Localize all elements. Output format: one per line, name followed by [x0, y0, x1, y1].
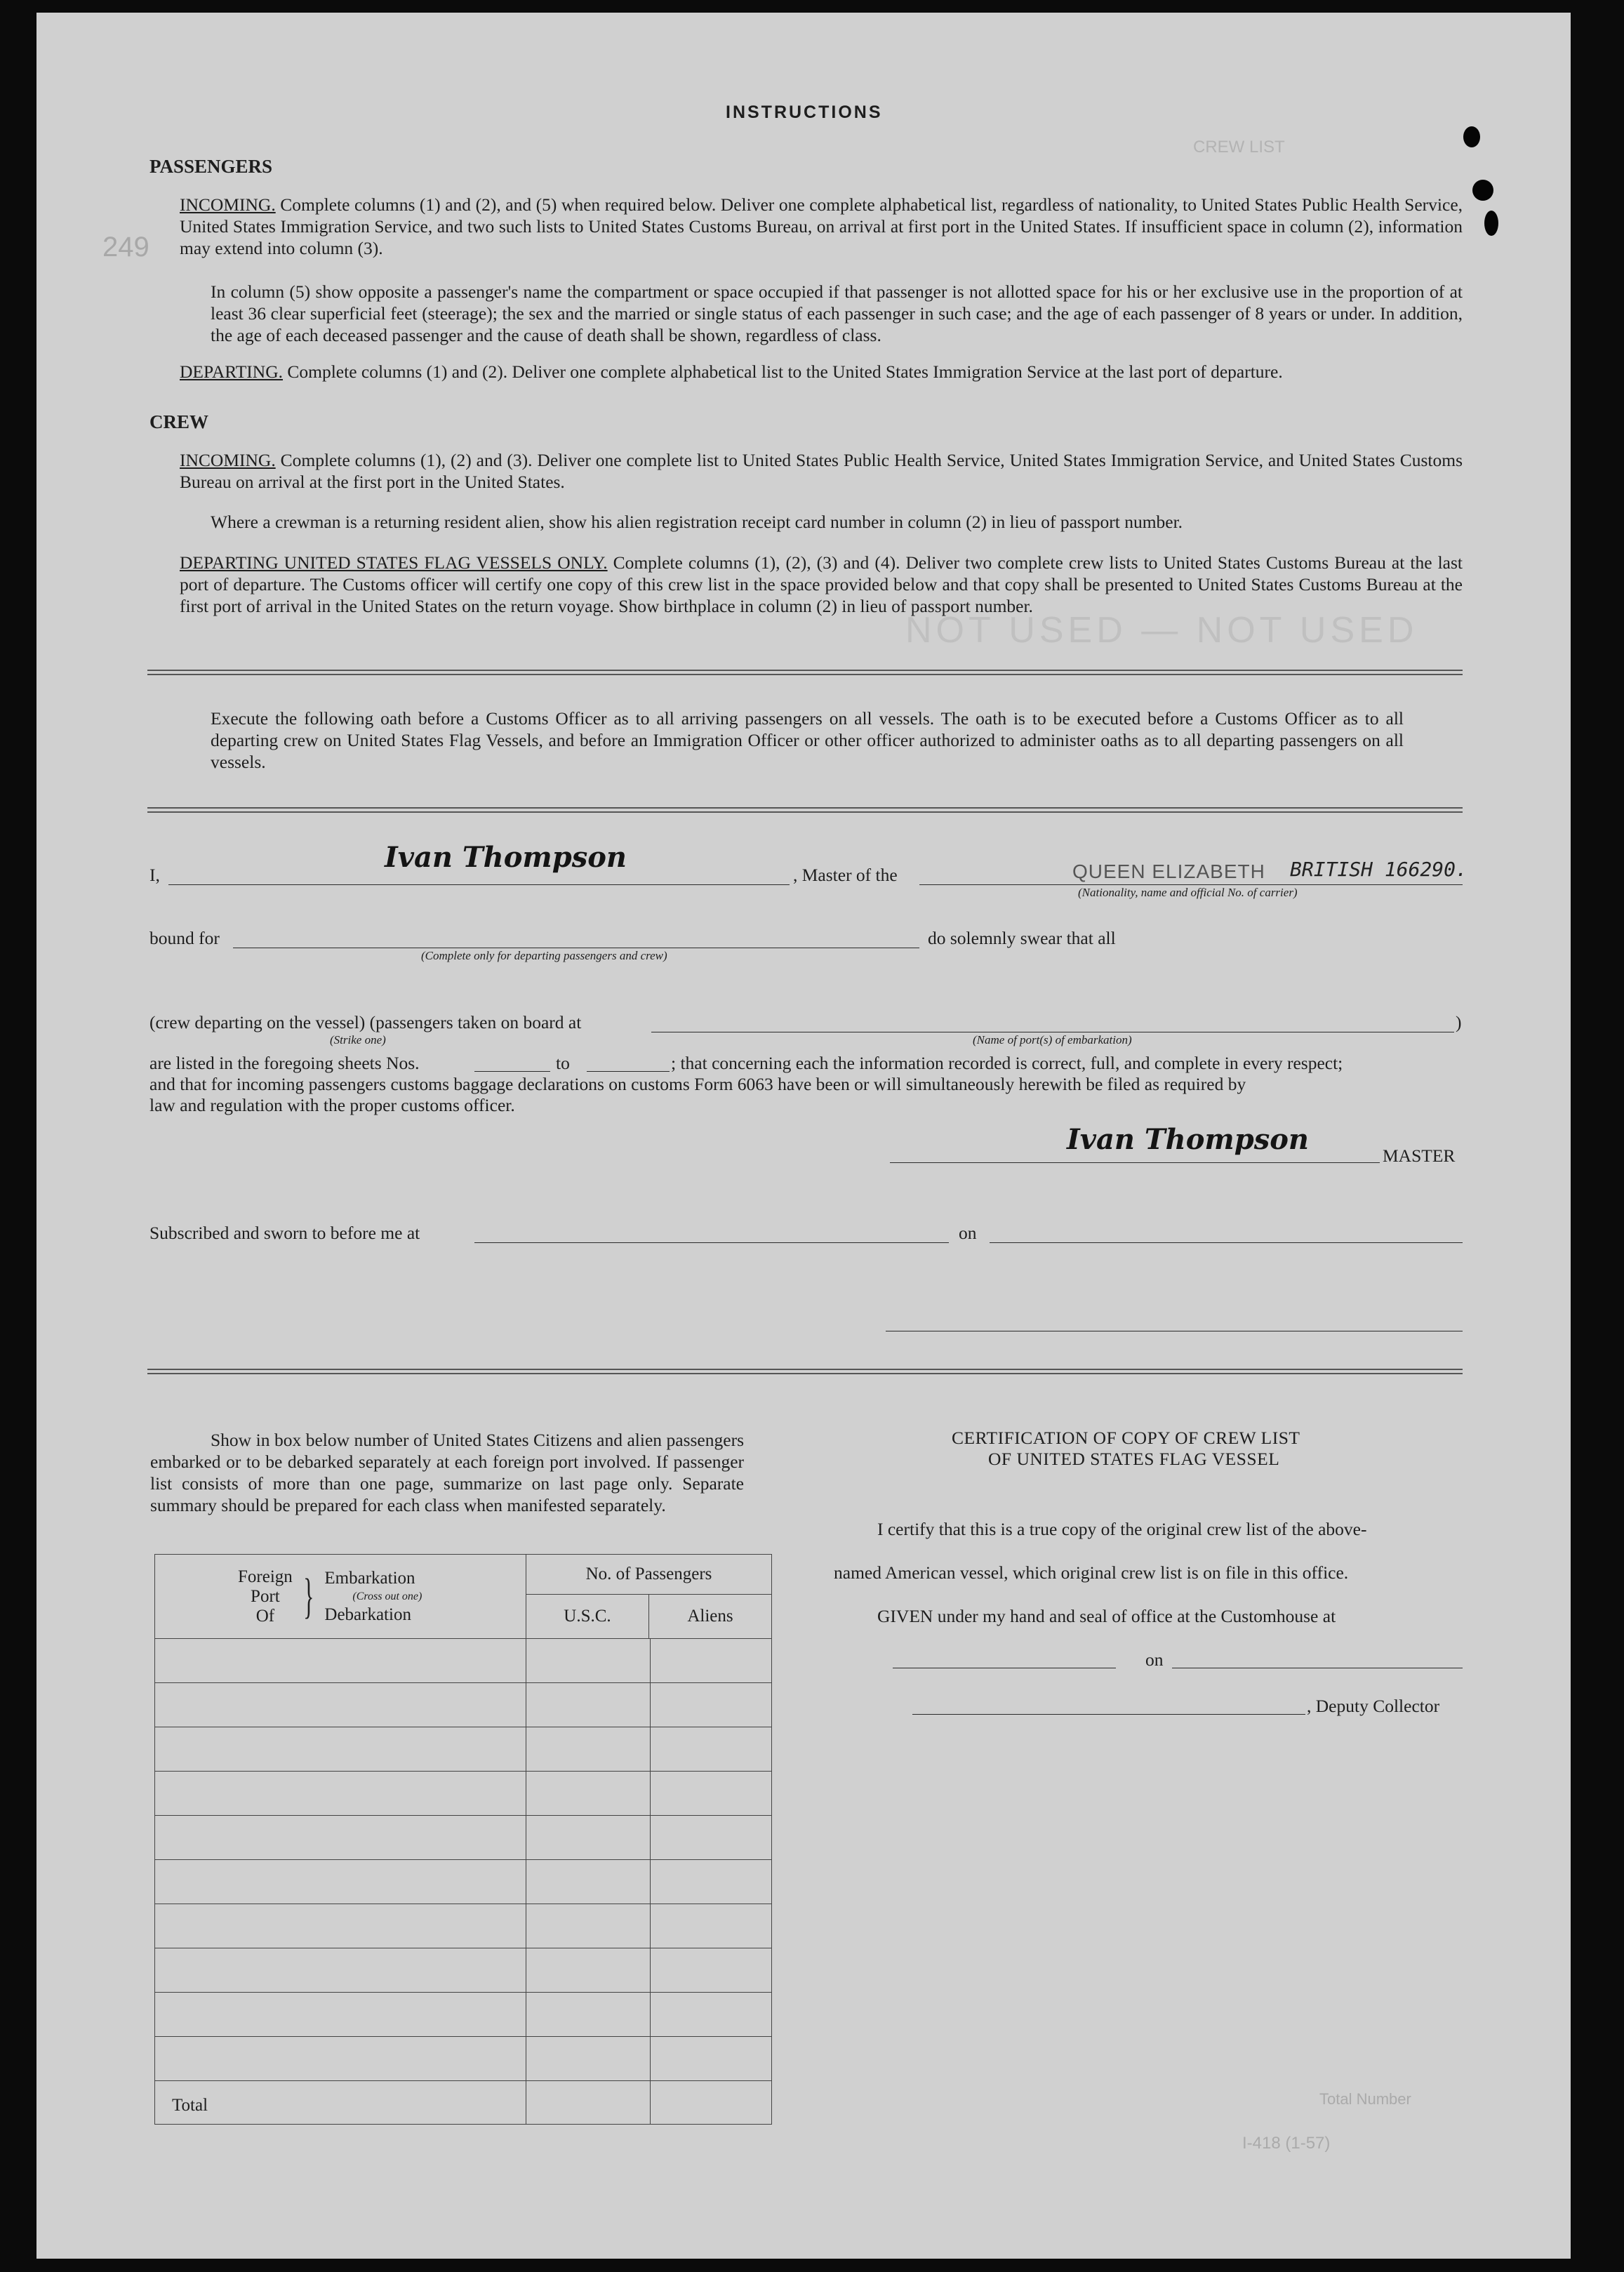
aliens-cell — [651, 1993, 772, 2037]
table-row — [155, 1948, 772, 1993]
punch-hole-mark — [1463, 126, 1480, 147]
total-label: Total — [155, 2081, 526, 2125]
master-of-label: , Master of the — [793, 865, 898, 885]
port-cell — [155, 2037, 526, 2081]
passengers-incoming-paragraph — [180, 194, 1463, 259]
ports-caption: (Name of port(s) of embarkation) — [973, 1033, 1132, 1047]
bleed-margin-number: 249 — [102, 232, 149, 263]
ports-field — [651, 1011, 1454, 1032]
bleed-total-number: Total Number — [1319, 2090, 1411, 2108]
usc-cell — [526, 2037, 651, 2081]
close-paren: ) — [1456, 1012, 1462, 1032]
sheets-text-3: law and regulation with the proper customs officer. — [149, 1095, 515, 1115]
aliens-cell — [651, 1948, 772, 1993]
instructions-heading: INSTRUCTIONS — [726, 102, 883, 122]
crew-passengers-label: (crew departing on the vessel) (passengers taken on board at — [149, 1012, 582, 1032]
table-row — [155, 1683, 772, 1727]
passengers-incoming-label: INCOMING. — [180, 194, 276, 215]
usc-cell — [526, 1904, 651, 1948]
usc-cell — [526, 1683, 651, 1727]
vessel-caption: (Nationality, name and official No. of carrier) — [1078, 886, 1298, 899]
sheets-from-field — [474, 1051, 550, 1072]
passengers-departing-paragraph — [180, 361, 1463, 383]
passengers-header-cell — [526, 1555, 772, 1639]
no-passengers-label: No. of Passengers — [526, 1555, 771, 1595]
certification-date-field — [1172, 1647, 1463, 1668]
crew-incoming-paragraph — [180, 449, 1463, 493]
vessel-typed-name: QUEEN ELIZABETH — [1072, 861, 1265, 882]
table-total-row — [155, 2081, 772, 2125]
port-cell — [155, 1948, 526, 1993]
master-label: MASTER — [1383, 1145, 1456, 1166]
certification-on-label: on — [1145, 1649, 1164, 1670]
table-row — [155, 2037, 772, 2081]
section-divider — [147, 670, 1463, 675]
cross-out-caption: (Cross out one) — [352, 1590, 422, 1602]
table-row — [155, 1772, 772, 1816]
subscribed-on-label: on — [959, 1223, 977, 1243]
bleed-form-number: I-418 (1-57) — [1242, 2134, 1331, 2153]
master-signature: Ivan Thompson — [1067, 1123, 1309, 1156]
section-divider — [147, 807, 1463, 813]
bound-for-caption: (Complete only for departing passengers and crew) — [421, 949, 667, 962]
aliens-cell — [651, 1727, 772, 1772]
foreign-label: Foreign — [238, 1567, 293, 1586]
table-row — [155, 1639, 772, 1683]
embarkation-label: Embarkation — [324, 1568, 415, 1588]
usc-cell — [526, 1727, 651, 1772]
subscribed-label: Subscribed and sworn to before me at — [149, 1223, 420, 1243]
aliens-cell — [651, 2037, 772, 2081]
aliens-cell — [651, 1904, 772, 1948]
aliens-cell — [651, 1683, 772, 1727]
table-row — [155, 1860, 772, 1904]
usc-cell — [526, 1816, 651, 1860]
aliens-cell — [651, 1772, 772, 1816]
passengers-incoming-text: Complete columns (1) and (2), and (5) when required below. Deliver one complete alphabetical list, regardless of nationality, to United States Public Health Service, United States Immigration Service, and two such lists to United States Customs Bureau, on arrival at first port in the United States. If insufficient space in column (2), information may extend into column (3). — [180, 194, 1463, 258]
oath-i-label: I, — [149, 865, 160, 885]
subscribed-date-field — [990, 1221, 1463, 1243]
usc-cell — [526, 1772, 651, 1816]
port-cell — [155, 1639, 526, 1683]
vessel-handwritten-number: BRITISH 166290. — [1290, 858, 1467, 881]
officer-signature-field — [886, 1310, 1463, 1331]
port-cell — [155, 1727, 526, 1772]
certification-title-2: OF UNITED STATES FLAG VESSEL — [988, 1449, 1280, 1469]
port-cell — [155, 1904, 526, 1948]
crew-departing-paragraph — [180, 552, 1463, 617]
certification-title-1: CERTIFICATION OF COPY OF CREW LIST — [952, 1428, 1300, 1448]
swear-label: do solemnly swear that all — [928, 928, 1116, 948]
sheets-to-label: to — [556, 1053, 570, 1073]
punch-hole-mark — [1484, 211, 1498, 236]
port-header-cell — [155, 1555, 526, 1639]
usc-cell — [526, 1993, 651, 2037]
usc-label: U.S.C. — [526, 1595, 649, 1638]
certification-line-3: GIVEN under my hand and seal of office at the Customhouse at — [877, 1606, 1336, 1626]
passenger-summary-table — [154, 1554, 772, 2125]
certification-line-1: I certify that this is a true copy of the original crew list of the above- — [877, 1519, 1367, 1539]
aliens-cell — [651, 1816, 772, 1860]
usc-cell — [526, 1860, 651, 1904]
crew-departing-label: DEPARTING UNITED STATES FLAG VESSELS ONLY. — [180, 552, 608, 573]
usc-cell — [526, 1639, 651, 1683]
bleed-crew-list: CREW LIST — [1193, 138, 1285, 157]
port-cell — [155, 1816, 526, 1860]
aliens-cell — [651, 1639, 772, 1683]
passengers-departing-text: Complete columns (1) and (2). Deliver one complete alphabetical list to the United States Immigration Service at the last port of departure. — [287, 361, 1283, 382]
section-divider — [147, 1369, 1463, 1374]
passengers-departing-label: DEPARTING. — [180, 361, 283, 382]
debarkation-label: Debarkation — [324, 1605, 411, 1624]
summary-instruction-paragraph: Show in box below number of United States Citizens and alien passengers embarked or to be debarked separately at each foreign port involved. If passenger list consists of more than one page, summarize on last page only. Separate summary should be prepared for each class when manifested separately. — [150, 1430, 744, 1515]
sheets-label: are listed in the foregoing sheets Nos. — [149, 1053, 420, 1073]
customhouse-field — [893, 1647, 1116, 1668]
table-row — [155, 1904, 772, 1948]
of-label: Of — [255, 1606, 275, 1626]
aliens-cell — [651, 1860, 772, 1904]
port-label: Port — [251, 1586, 280, 1606]
sheets-to-field — [587, 1051, 670, 1072]
oath-instruction-paragraph: Execute the following oath before a Customs Officer as to all arriving passengers on all vessels. The oath is to be executed before a Customs Officer as to all departing crew on United States Flag Vessels, and before an Immigration Officer or other officer authorized to administer oaths as to all departing passengers on all vessels. — [211, 708, 1404, 772]
brace-icon: } — [303, 1569, 314, 1623]
port-cell — [155, 1683, 526, 1727]
usc-cell — [526, 1948, 651, 1993]
sheets-text-1: ; that concerning each the information recorded is correct, full, and complete in every respect; — [671, 1053, 1343, 1073]
port-cell — [155, 1772, 526, 1816]
crew-departing-text: Complete columns (1), (2), (3) and (4). Deliver two complete crew lists to United States Customs Bureau at the last port of departure. The Customs officer will certify one copy of this crew list in the space provided below and that copy shall be presented to United States Customs Bureau at the first port of arrival in the United States on the return voyage. Show birthplace in column (2) in lieu of passport number. — [180, 552, 1463, 616]
crew-alien-paragraph: Where a crewman is a returning resident alien, show his alien registration receipt card number in column (2) in lieu of passport number. — [211, 512, 1183, 532]
certification-line-2: named American vessel, which original crew list is on file in this office. — [834, 1562, 1349, 1583]
port-cell — [155, 1993, 526, 2037]
usc-total-cell — [526, 2081, 651, 2125]
bleed-not-used: NOT USED — NOT USED — [905, 610, 1418, 651]
port-cell — [155, 1860, 526, 1904]
crew-incoming-label: INCOMING. — [180, 450, 276, 470]
table-row — [155, 1993, 772, 2037]
passengers-section-title: PASSENGERS — [149, 156, 273, 177]
master-name-signature: Ivan Thompson — [385, 841, 627, 874]
punch-hole-mark — [1472, 180, 1493, 201]
passengers-column5-paragraph: In column (5) show opposite a passenger's name the compartment or space occupied if that passenger is not allotted space for his or her exclusive use in the proportion of at least 36 clear superficial feet (steerage); the sex and the married or single status of each passenger in such case; and the age of each passenger of 8 years or under. In addition, the age of each deceased passenger and the cause of death shall be shown, regardless of class. — [211, 281, 1463, 345]
aliens-total-cell — [651, 2081, 772, 2125]
strike-caption: (Strike one) — [330, 1033, 386, 1047]
crew-section-title: CREW — [149, 411, 209, 432]
table-row — [155, 1727, 772, 1772]
table-row — [155, 1816, 772, 1860]
bound-for-field — [233, 926, 919, 948]
crew-incoming-text: Complete columns (1), (2) and (3). Deliver one complete list to United States Public Health Service, United States Immigration Service, and United States Customs Bureau on arrival at the first port in the United States. — [180, 450, 1463, 492]
bound-for-label: bound for — [149, 928, 220, 948]
deputy-collector-field — [912, 1693, 1305, 1715]
deputy-collector-label: , Deputy Collector — [1307, 1696, 1440, 1716]
aliens-label: Aliens — [687, 1607, 733, 1626]
sheets-text-2: and that for incoming passengers customs baggage declarations on customs Form 6063 have been or will simultaneously herewith be filed as required by — [149, 1074, 1246, 1094]
subscribed-place-field — [474, 1221, 949, 1243]
